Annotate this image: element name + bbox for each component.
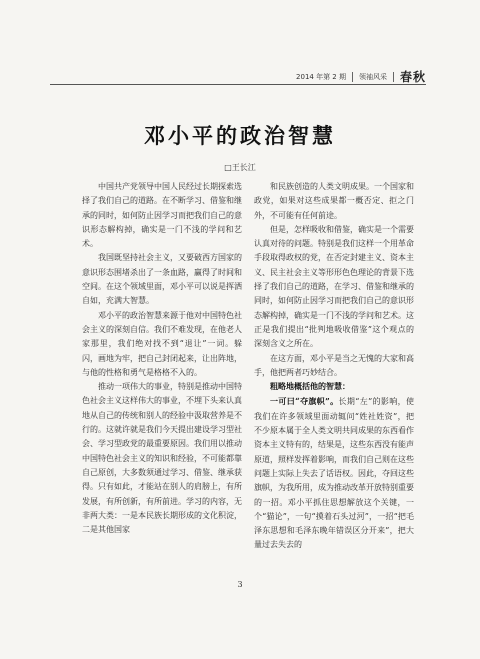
- header-divider: [393, 72, 394, 82]
- page-number: 3: [237, 580, 243, 589]
- paragraph-text: 长期“左”的影响，使我们在许多领域里面动辄问“姓社姓资”，把不少原本属于全人类文明共同成果的东西看作资本主义特有的，结果是，这些东西没有能声原道，照样发挥着影响，而我们自己则在这些问题上实际上失去了话语权。因此，夺回这些旗帜，为我所用，成为推动改革开放特别重要的一招。邓小平抓住思想解放这个关键，一个“猫论”，一句“摸着石头过河”，一招“把毛泽东思想和毛泽东晚年错误区分开来”，把大量过去失去的: [254, 397, 414, 550]
- paragraph: 但是，怎样吸收和借鉴，确实是一个需要认真对待的问题。特别是我们这样一个用革命手段取得政权的党，在否定封建主义、资本主义、民主社会主义等形形色色理论的背景下选择了我们自己的道路，在学习、借鉴和继承的同时，如何防止因学习而把我们自己的意识形态解构掉，确实是一门不浅的学问和艺术。这正是我们提出“批判地吸收借鉴”这个观点的深刻含义之所在。: [254, 224, 414, 349]
- header-divider: [352, 72, 353, 82]
- paragraph: 邓小平的政治智慧来源于他对中国特色社会主义的深刻自信。我们不难发现，在他老人家那里，我们绝对找不到“退让”一词。躲闪，画地为牢，把自己封闭起来，让出阵地，与他的性格和勇气是格格不入的。: [82, 310, 242, 377]
- issue-label: 2014 年第 2 期: [296, 72, 346, 81]
- right-column: [254, 180, 414, 553]
- article-title: 邓小平的政治智慧: [144, 123, 336, 148]
- publication-label: 领袖风采: [358, 72, 387, 81]
- page-header: [296, 68, 426, 85]
- keyword-phrase: 一可曰“夺旗帜”。: [270, 396, 339, 407]
- left-column: [82, 180, 242, 537]
- brand-logo: 春秋: [399, 70, 426, 84]
- paragraph: [254, 394, 414, 552]
- paragraph: 中国共产党领导中国人民经过长期探索选择了我们自己的道路。在不断学习、借鉴和继承的同时，如何防止因学习而把我们自己的意识形态解构掉，确实是一门不浅的学问和艺术。: [82, 182, 242, 249]
- paragraph: 和民族创造的人类文明成果。一个国家和政党，如果对这些成果都一概否定、拒之门外，不可能有任何前途。: [254, 182, 414, 220]
- paragraph: 推动一项伟大的事业，特别是推动中国特色社会主义这样伟大的事业，不埋下头来认真地从自己的传统和别人的经验中汲取营养是不行的。这就许就是我们今天提出建设学习型社会、学习型政党的最重要原因。我们用以推动中国特色社会主义的知识和经验，不可能都靠自己原创，大多数须通过学习、借鉴、继承获得。只有如此，才能站在别人的肩膀上，有所发展，有所创新，有所前进。学习的内容，无非两大类：一是本民族长期形成的文化积淀，二是其他国家: [82, 382, 242, 535]
- header-rule: [50, 84, 426, 85]
- paragraph: 我国既坚持社会主义，又要破西方国家的意识形态围堵杀出了一条血路，赢得了时间和空间。在这个领域里面，邓小平可以说是挥洒自如，充满大智慧。: [82, 253, 242, 306]
- section-subheading: 粗略地概括他的智慧：: [270, 382, 350, 392]
- paragraph: 在这方面，邓小平是当之无愧的大家和高手，他把两者巧妙结合。: [254, 353, 414, 377]
- article-author: □王长江: [224, 163, 256, 172]
